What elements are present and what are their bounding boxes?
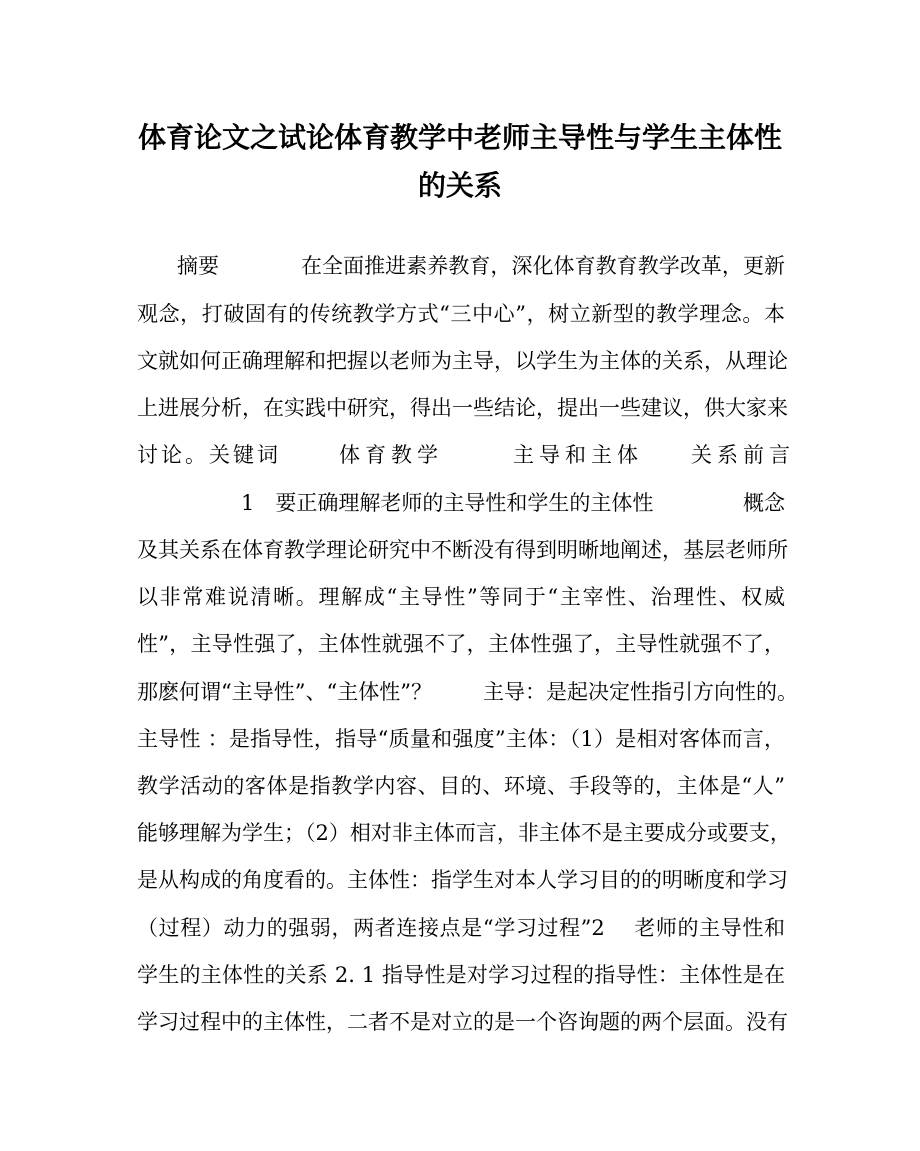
body-line-7: 及其关系在体育教学理论研究中不断没有得到明晰地阐述，基层老师所 <box>137 538 788 562</box>
body-line-14: 是从构成的角度看的。主体性：指学生对本人学习目的的明晰度和学习 <box>137 868 788 892</box>
body-line-5 <box>137 435 795 475</box>
section-1-heading: 1 要正确理解老师的主导性和学生的主体性 <box>241 491 654 515</box>
body-line-3: 文就如何正确理解和把握以老师为主导，以学生为主体的关系，从理论 <box>137 349 788 373</box>
document-title-line-1: 体育论文之试论体育教学中老师主导性与学生主体性 <box>137 121 782 154</box>
body-line-15: （过程）动力的强弱，两者连接点是“学习过程”2 老师的主导性和 <box>137 916 785 940</box>
body-line-2: 观念，打破固有的传统教学方式“三中心”，树立新型的教学理念。本 <box>137 302 785 326</box>
keywords-label: 讨论。关键词 <box>137 443 281 467</box>
body-line-9: 性”，主导性强了，主体性就强不了，主体性强了，主导性就强不了， <box>137 632 785 656</box>
line-10-part-1: 那麽何谓“主导性”、“主体性”？ <box>137 680 432 704</box>
body-line-6 <box>137 483 785 523</box>
keyword-3: 关系前言 <box>691 443 795 467</box>
body-line-16: 学生的主体性的关系 2. 1 指导性是对学习过程的指导性：主体性是在 <box>137 963 785 987</box>
abstract-label: 摘要 <box>177 254 219 278</box>
body-line-10 <box>137 672 798 712</box>
abstract-text: 在全面推进素养教育，深化体育教育教学改革，更新 <box>301 254 785 278</box>
section-1-text-start: 概念 <box>743 491 785 515</box>
body-line-13: 能够理解为学生；（2）相对非主体而言，非主体不是主要成分或要支， <box>137 821 791 845</box>
document-title-line-2: 的关系 <box>417 169 502 202</box>
body-line-17: 学习过程中的主体性，二者不是对立的是一个咨询题的两个层面。没有 <box>137 1010 788 1034</box>
body-line-11: 主导性 ：是指导性，指导“质量和强度”主体：（1）是相对客体而言， <box>137 727 785 751</box>
line-10-part-2: 主导：是起决定性指引方向性的。 <box>483 680 798 704</box>
keyword-2: 主导和主体 <box>513 443 643 467</box>
body-line-12: 教学活动的客体是指教学内容、目的、环境、手段等的，主体是“人” <box>137 774 785 798</box>
keyword-1: 体育教学 <box>339 443 443 467</box>
body-line-1 <box>137 246 785 286</box>
body-line-8: 以非常难说清晰。理解成“主导性”等同于“主宰性、治理性、权威 <box>137 585 785 609</box>
body-line-4: 上进展分析，在实践中研究，得出一些结论，提出一些建议，供大家来 <box>137 396 788 420</box>
